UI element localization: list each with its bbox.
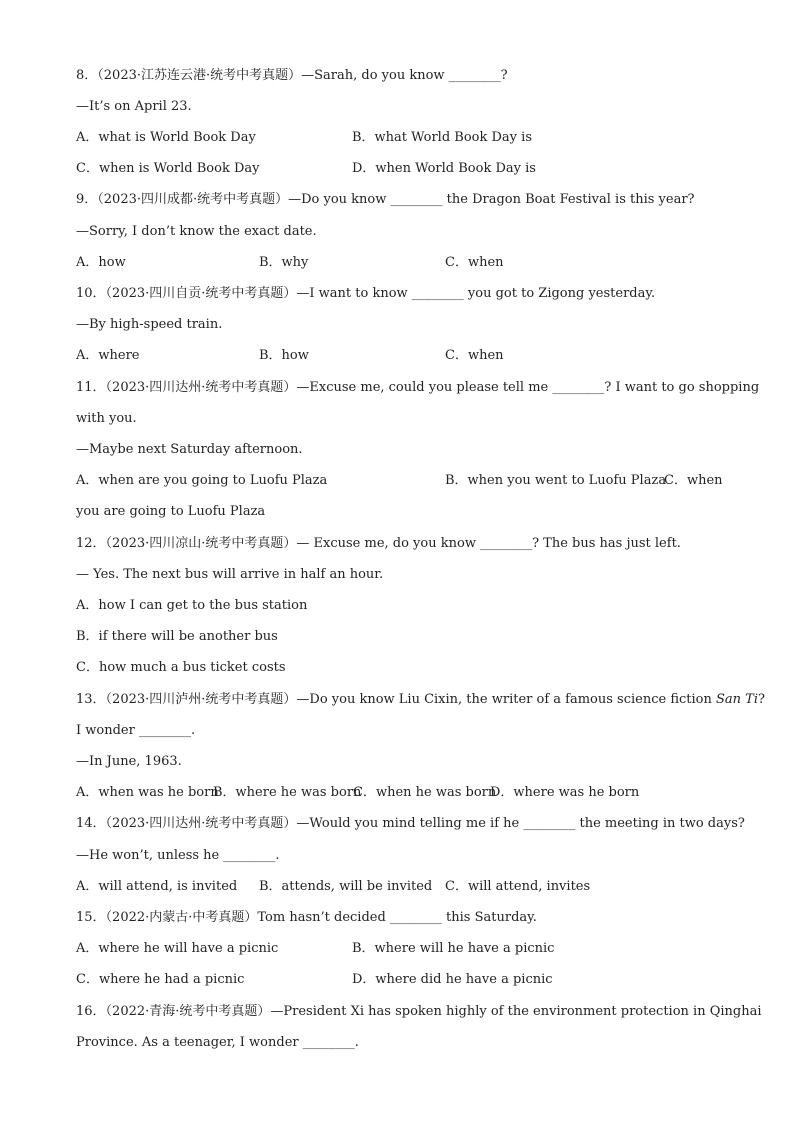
option-a[interactable]: A．how I can get to the bus station xyxy=(76,598,308,613)
option-c[interactable]: C．when is World Book Day xyxy=(76,161,260,176)
stem-text: 11．（2023·四川达州·统考中考真题）—Excuse me, could you please tell me ________? I want to go shopping xyxy=(76,380,760,395)
stem-text: 8．（2023·江苏连云港·统考中考真题）—Sarah, do you know ________? xyxy=(76,68,508,83)
question-16-stem-cont xyxy=(76,1033,724,1053)
stem-text: 9．（2023·四川成都·统考中考真题）—Do you know ________ the Dragon Boat Festival is this year? xyxy=(76,192,695,207)
question-11-stem xyxy=(76,378,760,398)
option-b[interactable]: B．where will he have a picnic xyxy=(352,941,555,956)
option-c[interactable]: C．will attend, invites xyxy=(445,879,591,894)
option-d[interactable]: D．when World Book Day is xyxy=(352,161,536,176)
question-8-options-row-2 xyxy=(76,159,724,179)
question-9-answer-line xyxy=(76,222,724,242)
question-14-options xyxy=(76,877,724,897)
question-12-option-c xyxy=(76,658,724,678)
question-11-options-cont xyxy=(76,502,724,522)
question-10-stem xyxy=(76,284,724,304)
stem-text: with you. xyxy=(76,411,137,426)
dialogue-reply: — Yes. The next bus will arrive in half an hour. xyxy=(76,567,384,582)
question-11-options xyxy=(76,471,724,491)
question-12-option-a xyxy=(76,596,724,616)
question-8-options-row-1 xyxy=(76,128,724,148)
question-12-option-b xyxy=(76,627,724,647)
question-10-answer-line xyxy=(76,315,724,335)
question-13-answer-line xyxy=(76,752,724,772)
question-9-stem xyxy=(76,190,724,210)
question-13-stem xyxy=(76,690,765,710)
question-10-options xyxy=(76,346,724,366)
option-d[interactable]: D．where did he have a picnic xyxy=(352,972,553,987)
dialogue-reply: —It’s on April 23. xyxy=(76,99,192,114)
option-c[interactable]: C．how much a bus ticket costs xyxy=(76,660,286,675)
question-8-stem xyxy=(76,66,724,86)
stem-text: 10．（2023·四川自贡·统考中考真题）—I want to know ________ you got to Zigong yesterday. xyxy=(76,286,656,301)
option-b[interactable]: B．attends, will be invited xyxy=(259,879,433,894)
question-9-options xyxy=(76,253,724,273)
option-c-cont[interactable]: you are going to Luofu Plaza xyxy=(76,504,266,519)
dialogue-reply: —In June, 1963. xyxy=(76,754,182,769)
option-a[interactable]: A．when was he born xyxy=(76,785,219,800)
question-14-stem xyxy=(76,814,745,834)
option-c[interactable]: C．when he was born xyxy=(353,785,497,800)
stem-text: 14．（2023·四川达州·统考中考真题）—Would you mind telling me if he ________ the meeting in two days? xyxy=(76,816,745,831)
book-title: San Ti xyxy=(716,692,758,707)
option-c[interactable]: C．where he had a picnic xyxy=(76,972,245,987)
dialogue-reply: —He won’t, unless he ________. xyxy=(76,848,280,863)
option-b[interactable]: B．what World Book Day is xyxy=(352,130,532,145)
option-a[interactable]: A．where he will have a picnic xyxy=(76,941,279,956)
option-c[interactable]: C．when xyxy=(664,473,723,488)
option-a[interactable]: A．where xyxy=(76,348,140,363)
question-15-options-row-1 xyxy=(76,939,724,959)
dialogue-reply: —Sorry, I don’t know the exact date. xyxy=(76,224,317,239)
option-a[interactable]: A．how xyxy=(76,255,126,270)
question-15-stem xyxy=(76,908,724,928)
option-a[interactable]: A．will attend, is invited xyxy=(76,879,238,894)
question-16-stem xyxy=(76,1002,762,1022)
question-11-answer-line xyxy=(76,440,724,460)
question-11-stem-cont xyxy=(76,409,724,429)
stem-text: I wonder ________. xyxy=(76,723,196,738)
option-b[interactable]: B．when you went to Luofu Plaza xyxy=(445,473,667,488)
question-mark: ? xyxy=(758,692,765,707)
question-15-options-row-2 xyxy=(76,970,724,990)
question-12-stem xyxy=(76,534,724,554)
option-c[interactable]: C．when xyxy=(445,255,504,270)
option-d[interactable]: D．where was he born xyxy=(490,785,640,800)
stem-text: 15．（2022·内蒙古·中考真题）Tom hasn’t decided ________ this Saturday. xyxy=(76,910,537,925)
stem-text: 12．（2023·四川凉山·统考中考真题）— Excuse me, do you know ________? The bus has just left. xyxy=(76,536,681,551)
option-b[interactable]: B．how xyxy=(259,348,309,363)
question-13-options xyxy=(76,783,724,803)
question-8-answer-line xyxy=(76,97,724,117)
question-14-answer-line xyxy=(76,846,724,866)
option-b[interactable]: B．why xyxy=(259,255,309,270)
option-b[interactable]: B．if there will be another bus xyxy=(76,629,278,644)
option-c[interactable]: C．when xyxy=(445,348,504,363)
option-b[interactable]: B．where he was born xyxy=(213,785,362,800)
question-13-stem-cont xyxy=(76,721,724,741)
option-a[interactable]: A．when are you going to Luofu Plaza xyxy=(76,473,328,488)
stem-text: 13．（2023·四川泸州·统考中考真题）—Do you know Liu Cixin, the writer of a famous science fiction xyxy=(76,692,712,707)
stem-text: Province. As a teenager, I wonder ________. xyxy=(76,1035,359,1050)
option-a[interactable]: A．what is World Book Day xyxy=(76,130,256,145)
dialogue-reply: —Maybe next Saturday afternoon. xyxy=(76,442,303,457)
question-12-answer-line xyxy=(76,565,724,585)
dialogue-reply: —By high-speed train. xyxy=(76,317,223,332)
stem-text: 16．（2022·青海·统考中考真题）—President Xi has spoken highly of the environment protection in Qinghai xyxy=(76,1004,762,1019)
